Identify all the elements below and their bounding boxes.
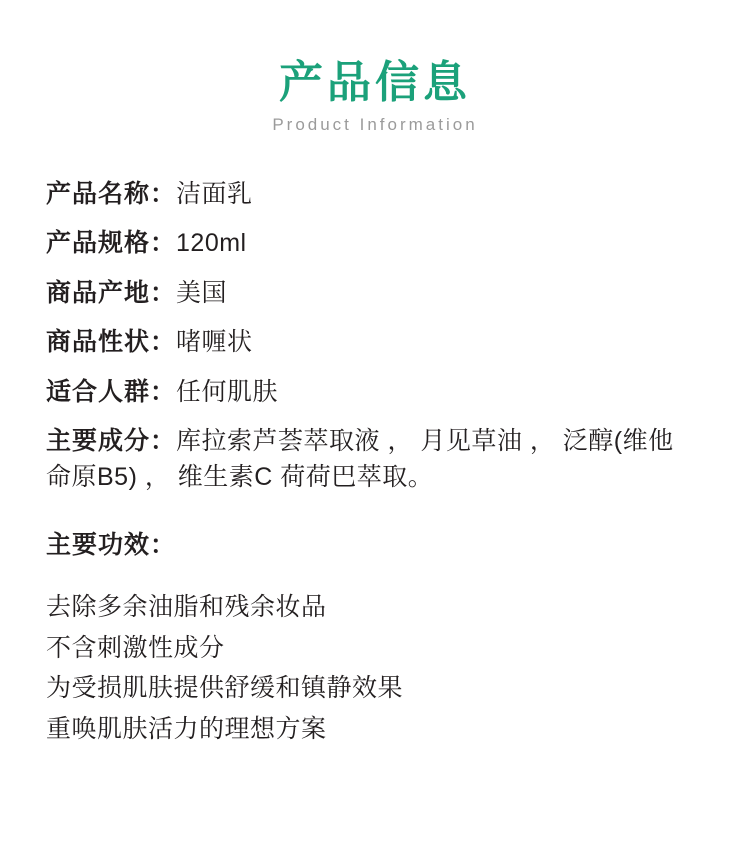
spec-value: 美国 [176,278,228,307]
spec-value: 120ml [176,229,247,258]
page-title: 产品信息 [279,58,471,107]
spec-row-ingredients [46,424,704,495]
effect-item: 去除多余油脂和残余妆品 [46,593,327,622]
spec-label: 主要成分： [46,427,177,456]
effect-item: 不含刺激性成分 [46,633,225,662]
spec-label: 产品规格： [46,229,177,258]
spec-value: 啫喱状 [176,328,253,357]
spec-row-origin [46,276,704,312]
effects-title: 主要功效： [46,531,177,560]
spec-value: 任何肌肤 [176,377,279,406]
page-subtitle: Product Information [272,114,478,134]
effect-item: 重唤肌肤活力的理想方案 [46,714,327,743]
spec-value: 库拉索芦荟萃取液 ， 月见草油 ， 泛醇(维他 命原B5) ， 维生素C 荷荷巴萃取。 [46,427,674,491]
spec-row-specification [46,226,704,262]
spec-label: 适合人群： [46,377,177,406]
spec-row-product-name [46,177,704,213]
spec-label: 产品名称： [46,179,177,208]
page-header [0,0,750,135]
spec-label: 商品产地： [46,278,177,307]
spec-value: 洁面乳 [176,179,253,208]
effects-section [0,525,750,749]
effect-item: 为受损肌肤提供舒缓和镇静效果 [46,674,404,703]
spec-list [0,177,750,496]
spec-label: 商品性状： [46,328,177,357]
spec-row-texture [46,325,704,361]
spec-row-suitable-crowd [46,375,704,411]
